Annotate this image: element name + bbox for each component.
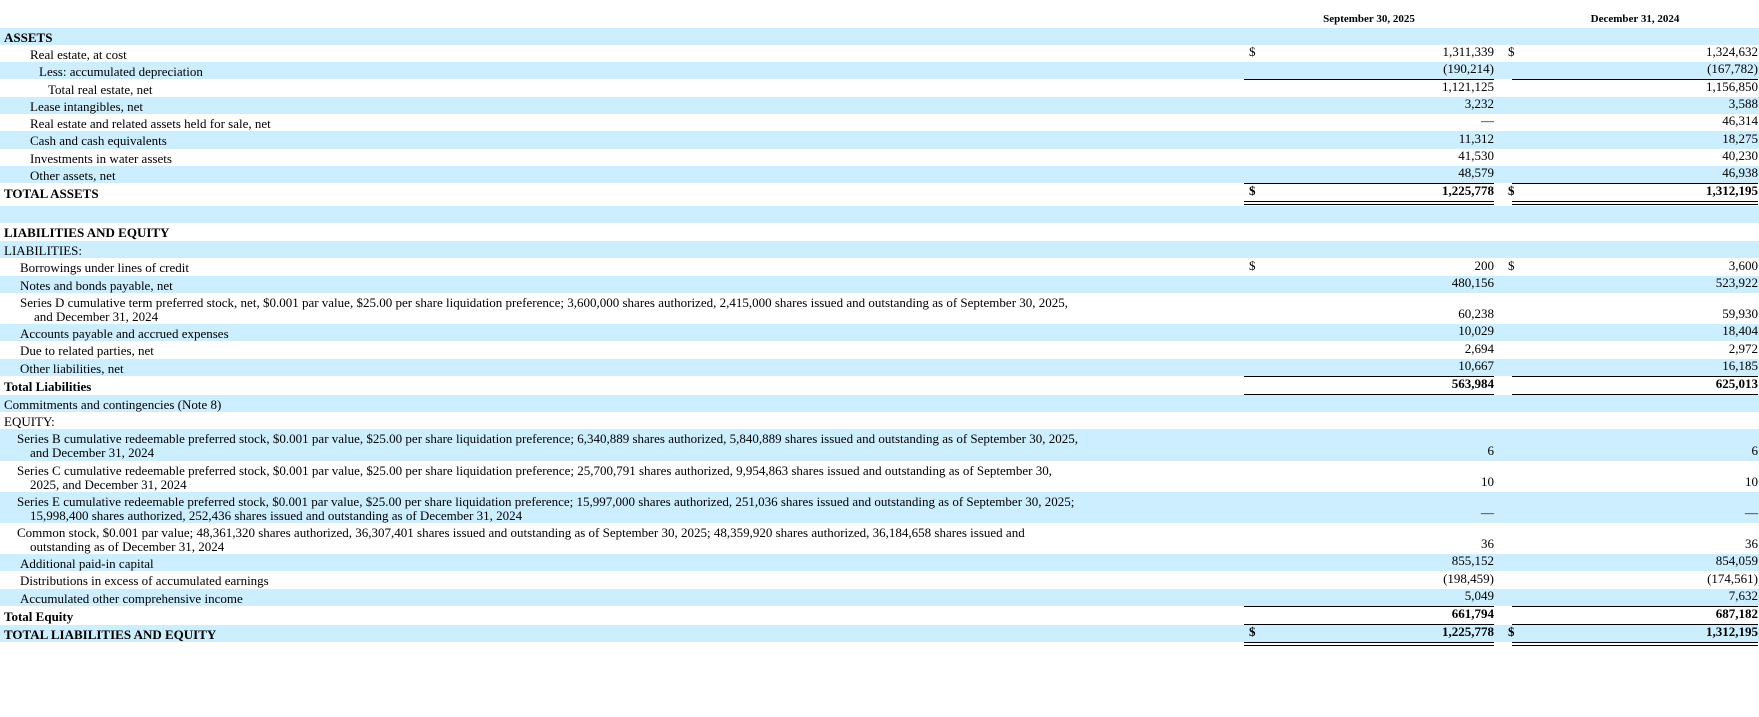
value-2024: 3,588 xyxy=(1728,96,1758,111)
value-2024: 523,922 xyxy=(1715,275,1758,290)
table-row xyxy=(0,359,1759,376)
value-2024: 625,013 xyxy=(1715,376,1758,391)
value-2025: 1,121,125 xyxy=(1442,79,1494,94)
value-2024: 2,972 xyxy=(1728,341,1758,356)
value-2024: 59,930 xyxy=(1722,306,1758,321)
row-label: Due to related parties, net xyxy=(20,343,154,358)
table-row xyxy=(0,395,1759,412)
table-row xyxy=(0,523,1759,554)
value-2024: 854,059 xyxy=(1715,553,1758,568)
total-double-rule xyxy=(1244,201,1494,205)
row-label: Series E cumulative redeemable preferred stock, $0.001 par value, $25.00 per share liquidation preference; 15,997,000 shares authorized, 251,036 shares issued and outstanding as of September 30, 2025; xyxy=(17,494,1075,509)
table-row xyxy=(0,377,1759,394)
row-label: Additional paid-in capital xyxy=(20,556,154,571)
row-label: Common stock, $0.001 par value; 48,361,320 shares authorized, 36,307,401 shares issued and outstanding as of September 30, 2025; 48,359,920 shares authorized, 36,184,658 shares issued and xyxy=(17,525,1025,540)
value-2024: 40,230 xyxy=(1722,148,1758,163)
value-2025: 10 xyxy=(1481,474,1494,489)
row-label: Investments in water assets xyxy=(30,151,172,166)
row-label: Series B cumulative redeemable preferred stock, $0.001 par value, $25.00 per share liquidation preference; 6,340,889 shares authorized, 5,840,889 shares issued and outstanding as of September 30, 2025, xyxy=(17,431,1078,446)
value-2024: 10 xyxy=(1745,474,1758,489)
table-row xyxy=(0,429,1759,461)
value-2025: — xyxy=(1481,113,1494,128)
value-2025: (190,214) xyxy=(1443,61,1494,76)
row-label: Other liabilities, net xyxy=(20,361,124,376)
row-label: Real estate and related assets held for sale, net xyxy=(30,116,271,131)
value-2024: (174,561) xyxy=(1707,571,1758,586)
value-2024: 1,156,850 xyxy=(1706,79,1758,94)
row-label: Cash and cash equivalents xyxy=(30,133,167,148)
currency-symbol: $ xyxy=(1508,44,1515,59)
row-label-continued: 15,998,400 shares authorized, 252,436 shares issued and outstanding as of December 31, 2024 xyxy=(30,508,523,523)
column-header-dec-2024: December 31, 2024 xyxy=(1512,11,1758,29)
row-label: Series C cumulative redeemable preferred stock, $0.001 par value, $25.00 per share liquidation preference; 25,700,791 shares authorized, 9,954,863 shares issued and outstanding as of September 30, xyxy=(17,463,1052,478)
row-label: Lease intangibles, net xyxy=(30,99,143,114)
currency-symbol: $ xyxy=(1508,183,1515,198)
table-row xyxy=(0,258,1759,276)
value-2025: 41,530 xyxy=(1458,148,1494,163)
row-label: Accounts payable and accrued expenses xyxy=(20,326,229,341)
table-row xyxy=(0,324,1759,341)
value-2025: 480,156 xyxy=(1451,275,1494,290)
table-row xyxy=(0,625,1759,642)
value-2025: 661,794 xyxy=(1451,606,1494,621)
assets-heading: ASSETS xyxy=(4,30,53,45)
row-label: Borrowings under lines of credit xyxy=(20,260,189,275)
currency-symbol: $ xyxy=(1249,183,1256,198)
table-row xyxy=(0,114,1759,131)
table-row xyxy=(0,554,1759,571)
row-label: Notes and bonds payable, net xyxy=(20,278,173,293)
value-2024: 7,632 xyxy=(1728,588,1758,603)
liabilities-heading-row xyxy=(0,241,1759,258)
value-2025: 5,049 xyxy=(1464,588,1494,603)
row-label: TOTAL ASSETS xyxy=(4,186,99,201)
table-row xyxy=(0,166,1759,183)
table-row xyxy=(0,80,1759,97)
value-2024: 687,182 xyxy=(1715,606,1758,621)
value-2025: 563,984 xyxy=(1451,376,1494,391)
table-row xyxy=(0,589,1759,606)
currency-symbol: $ xyxy=(1508,624,1515,639)
row-label: Less: accumulated depreciation xyxy=(39,64,203,79)
table-row xyxy=(0,276,1759,293)
value-2024: 18,275 xyxy=(1722,131,1758,146)
value-2025: 10,029 xyxy=(1458,323,1494,338)
value-2025: (198,459) xyxy=(1443,571,1494,586)
value-2025: 855,152 xyxy=(1451,553,1494,568)
value-2025: 48,579 xyxy=(1458,165,1494,180)
table-row xyxy=(0,341,1759,359)
assets-heading-row xyxy=(0,28,1759,45)
table-row xyxy=(0,149,1759,166)
row-label-continued: 2025, and December 31, 2024 xyxy=(30,477,187,492)
row-label: TOTAL LIABILITIES AND EQUITY xyxy=(4,627,217,642)
value-2024: 6 xyxy=(1751,443,1758,458)
value-2024: 16,185 xyxy=(1722,358,1758,373)
liabilities-equity-heading: LIABILITIES AND EQUITY xyxy=(4,225,170,240)
value-2025: 36 xyxy=(1481,536,1494,551)
row-label: Accumulated other comprehensive income xyxy=(20,591,243,606)
row-label: Other assets, net xyxy=(30,168,116,183)
value-2024: 1,312,195 xyxy=(1706,183,1758,198)
table-row xyxy=(0,607,1759,624)
value-2024: 1,324,632 xyxy=(1706,44,1758,59)
liabilities-heading: LIABILITIES: xyxy=(4,243,82,258)
table-row xyxy=(0,62,1759,79)
value-2025: 2,694 xyxy=(1464,341,1494,356)
row-label: Total Liabilities xyxy=(4,379,92,394)
currency-symbol: $ xyxy=(1249,44,1256,59)
row-label: Series D cumulative term preferred stock, net, $0.001 par value, $25.00 per share liquidation preference; 3,600,000 shares authorized, 2,415,000 shares issued and outstanding as of September 30, 2025, xyxy=(20,295,1069,310)
value-2024: — xyxy=(1745,505,1758,520)
table-row xyxy=(0,45,1759,62)
value-2024: 3,600 xyxy=(1728,258,1758,273)
table-row xyxy=(0,97,1759,114)
spacer-row xyxy=(0,206,1759,223)
row-label-continued: and December 31, 2024 xyxy=(34,309,159,324)
table-row xyxy=(0,131,1759,149)
table-row xyxy=(0,293,1759,324)
value-2025: 1,225,778 xyxy=(1442,624,1494,639)
value-2024: 1,312,195 xyxy=(1706,624,1758,639)
value-2025: 6 xyxy=(1487,443,1494,458)
row-label: Real estate, at cost xyxy=(30,47,127,62)
table-row xyxy=(0,571,1759,589)
value-2024: 46,314 xyxy=(1722,113,1758,128)
row-label-continued: and December 31, 2024 xyxy=(30,445,155,460)
value-2025: 1,311,339 xyxy=(1442,44,1494,59)
value-2025: 200 xyxy=(1474,258,1494,273)
equity-heading-row xyxy=(0,412,1759,429)
value-2025: — xyxy=(1481,505,1494,520)
currency-symbol: $ xyxy=(1249,258,1256,273)
le-heading-row xyxy=(0,223,1759,241)
value-2025: 10,667 xyxy=(1458,358,1494,373)
value-2024: (167,782) xyxy=(1707,61,1758,76)
value-2025: 1,225,778 xyxy=(1442,183,1494,198)
total-double-rule xyxy=(1244,642,1494,646)
equity-heading: EQUITY: xyxy=(4,414,55,429)
currency-symbol: $ xyxy=(1249,624,1256,639)
value-2024: 18,404 xyxy=(1722,323,1758,338)
column-header-sep-2025: September 30, 2025 xyxy=(1244,11,1494,29)
value-2025: 3,232 xyxy=(1464,96,1494,111)
row-label: Distributions in excess of accumulated earnings xyxy=(20,573,269,588)
currency-symbol: $ xyxy=(1508,258,1515,273)
row-label-continued: outstanding as of December 31, 2024 xyxy=(30,539,225,554)
value-2025: 11,312 xyxy=(1458,131,1494,146)
row-label: Total real estate, net xyxy=(48,82,153,97)
value-2024: 46,938 xyxy=(1722,165,1758,180)
row-label: Commitments and contingencies (Note 8) xyxy=(4,397,222,412)
row-label: Total Equity xyxy=(4,609,74,624)
total-double-rule xyxy=(1512,201,1758,205)
table-row xyxy=(0,492,1759,523)
value-2025: 60,238 xyxy=(1458,306,1494,321)
value-2024: 36 xyxy=(1745,536,1758,551)
total-double-rule xyxy=(1512,642,1758,646)
table-row xyxy=(0,461,1759,492)
table-row xyxy=(0,184,1759,201)
